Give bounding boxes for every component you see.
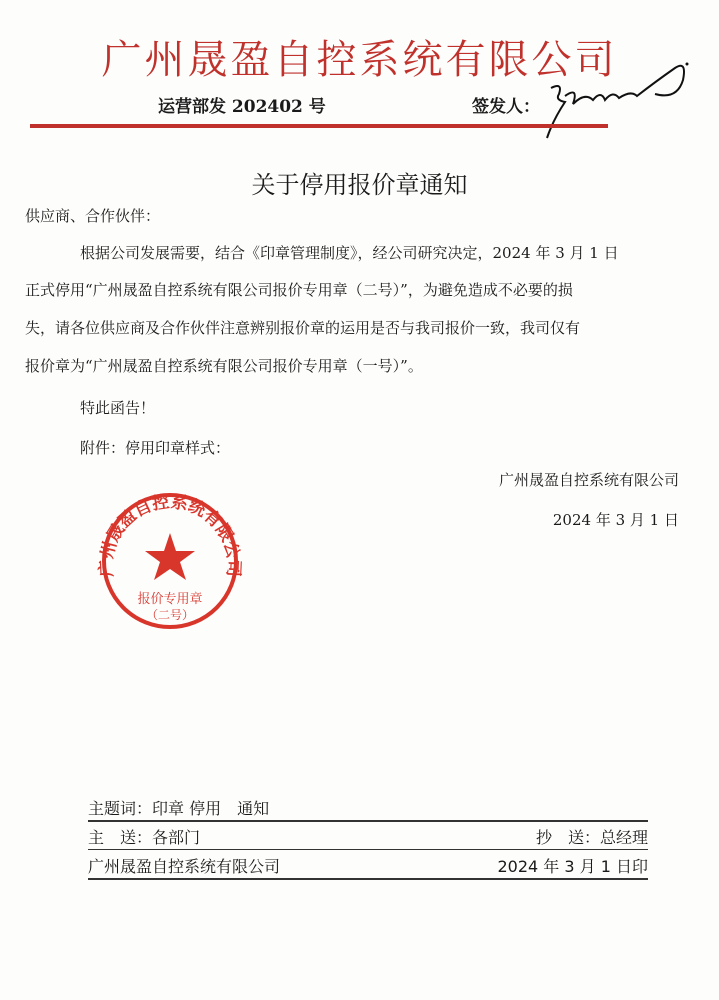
body-line-4: 报价章为“广州晟盈自控系统有限公司报价专用章（一号）”。 [25,357,423,375]
body-line-3: 失，请各位供应商及合作伙伴注意辨别报价章的运用是否与我司报价一致，我司仅有 [25,319,581,337]
seal-inner-text: 报价专用章 [137,592,203,607]
notice-title: 关于停用报价章通知 [251,171,468,199]
body-line-2: 正式停用“广州晟盈自控系统有限公司报价专用章（二号）”，为避免造成不必要的损 [25,281,573,299]
attachment-label: 附件：停用印章样式： [80,439,231,457]
salutation: 供应商、合作伙伴： [25,207,161,225]
footer-rule-1 [88,820,648,822]
document-number: 运营部发 202402 号 [158,97,326,117]
seal-sub-text: （二号） [145,608,195,622]
letterhead-divider [30,124,608,128]
print-date: 2024 年 3 月 1 日印 [497,857,648,876]
footer-distribution-row [88,825,648,848]
signer-label: 签发人： [472,97,540,117]
star-icon [145,533,195,580]
footer-issuer-row [88,854,648,877]
issuer: 广州晟盈自控系统有限公司 [88,857,281,876]
footer-rule-3 [88,878,648,880]
signature-icon [545,60,695,145]
company-seal [90,485,250,635]
send-to: 主 送：各部门 [88,828,201,847]
footer-rule-2 [88,849,648,850]
company-letterhead: 广州晟盈自控系统有限公司 [101,37,618,83]
seal-ring-text: 广州晟盈自控系统有限公司 [96,492,244,578]
cc-to: 抄 送：总经理 [535,828,648,847]
closing-text: 特此函告！ [80,399,156,417]
body-line-1: 根据公司发展需要，结合《印章管理制度》，经公司研究决定，2024 年 3 月 1 日 [80,244,619,262]
signature-company: 广州晟盈自控系统有限公司 [498,471,679,489]
signature-date: 2024 年 3 月 1 日 [552,511,679,529]
footer-keywords: 主题词：印章 停用 通知 [88,799,270,818]
